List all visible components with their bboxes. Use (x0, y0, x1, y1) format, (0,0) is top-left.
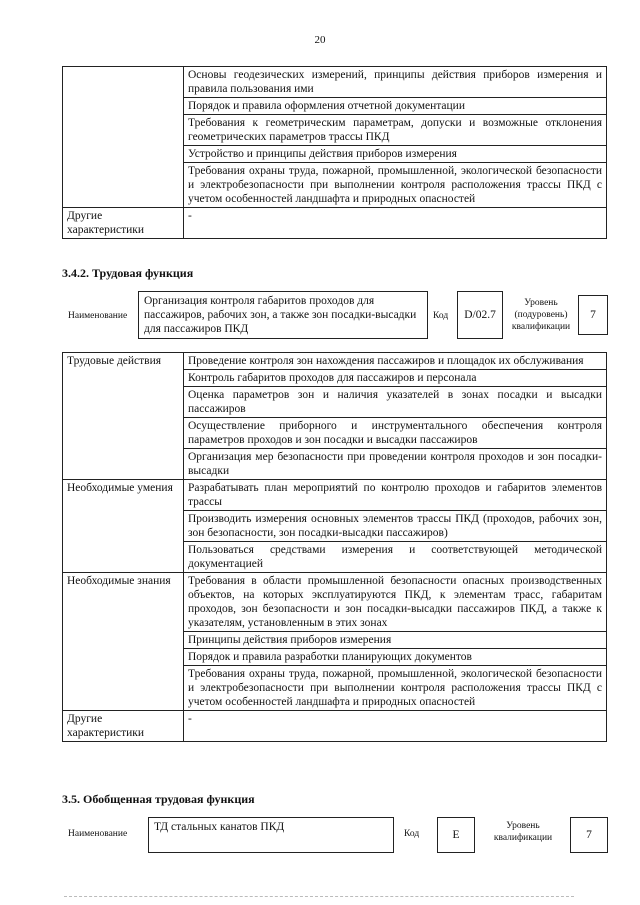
table-row: Основы геодезических измерений, принципы действия приборов измерения и правила пользования ими (184, 67, 607, 98)
table-row: Осуществление приборного и инструментального обеспечения контроля параметров проходов и зон посадки и высадки пассажиров (184, 418, 607, 449)
table-row: Порядок и правила оформления отчетной документации (184, 98, 607, 115)
required-skills-label: Необходимые умения (63, 480, 184, 573)
code-value-box: E (437, 817, 475, 853)
level-value-box: 7 (578, 295, 608, 335)
level-label: Уровень квалификации (493, 821, 553, 843)
code-label: Код (433, 311, 449, 321)
other-characteristics-value: - (184, 711, 607, 742)
function-name-box: Организация контроля габаритов проходов для пассажиров, рабочих зон, а также зон посадки-высадки для пассажиров ПКД (138, 291, 428, 339)
other-characteristics-label: Другие характеристики (63, 711, 184, 742)
section-heading-3-5: 3.5. Обобщенная трудовая функция (62, 792, 255, 806)
table-row: Проведение контроля зон нахождения пассажиров и площадок их обслуживания (184, 353, 607, 370)
labor-function-table (62, 352, 607, 742)
table-row: Разрабатывать план мероприятий по контролю проходов и габаритов элементов трассы (184, 480, 607, 511)
other-characteristics-label: Другие характеристики (63, 208, 184, 239)
code-value-box: D/02.7 (457, 291, 503, 339)
table-row: Пользоваться средствами измерения и соответствующей методической документацией (184, 542, 607, 573)
table-row: Требования к геометрическим параметрам, допуски и возможные отклонения геометрических параметров трассы ПКД (184, 115, 607, 146)
table-row: Производить измерения основных элементов трассы ПКД (проходов, рабочих зон, зон безопасности, зон посадки-высадки пассажиров) (184, 511, 607, 542)
table-row: Порядок и правила разработки планирующих документов (184, 649, 607, 666)
empty-label-cell (63, 67, 184, 208)
table-row: Оценка параметров зон и наличия указателей в зонах посадки и высадки пассажиров (184, 387, 607, 418)
page-number: 20 (314, 34, 326, 46)
other-characteristics-value: - (184, 208, 607, 239)
table-row: Требования охраны труда, пожарной, промышленной, экологической безопасности и электробезопасности при выполнении контроля расположения трассы ПКД с учетом особенностей ландшафта и природных опасностей (184, 666, 607, 711)
required-knowledge-label: Необходимые знания (63, 573, 184, 711)
name-label: Наименование (68, 311, 128, 321)
table-row: Устройство и принципы действия приборов измерения (184, 146, 607, 163)
generalized-function-name-box: ТД стальных канатов ПКД (148, 817, 394, 853)
page-bottom-artifact (64, 896, 574, 901)
level-label: Уровень (подуровень) квалификации (511, 298, 571, 332)
name-label: Наименование (68, 829, 128, 839)
level-value-box: 7 (570, 817, 608, 853)
table-row: Организация мер безопасности при проведении контроля проходов и зон посадки-высадки (184, 449, 607, 480)
table-row: Требования в области промышленной безопасности опасных производственных объектов, на которых эксплуатируются ПКД, к элементам трасс, габаритам проходов, зон безопасности и зон посадки-высадки пассажиров ПКД, а также к указателям, установленным в этих зонах (184, 573, 607, 632)
table-row: Контроль габаритов проходов для пассажиров и персонала (184, 370, 607, 387)
table-row: Принципы действия приборов измерения (184, 632, 607, 649)
code-label: Код (404, 829, 420, 839)
knowledge-table-continued (62, 66, 607, 239)
section-heading-3-4-2: 3.4.2. Трудовая функция (62, 266, 194, 280)
table-row: Требования охраны труда, пожарной, промышленной, экологической безопасности и электробезопасности при выполнении контроля расположения трассы ПКД с учетом особенностей ландшафта и природных опасностей (184, 163, 607, 208)
labor-actions-label: Трудовые действия (63, 353, 184, 480)
